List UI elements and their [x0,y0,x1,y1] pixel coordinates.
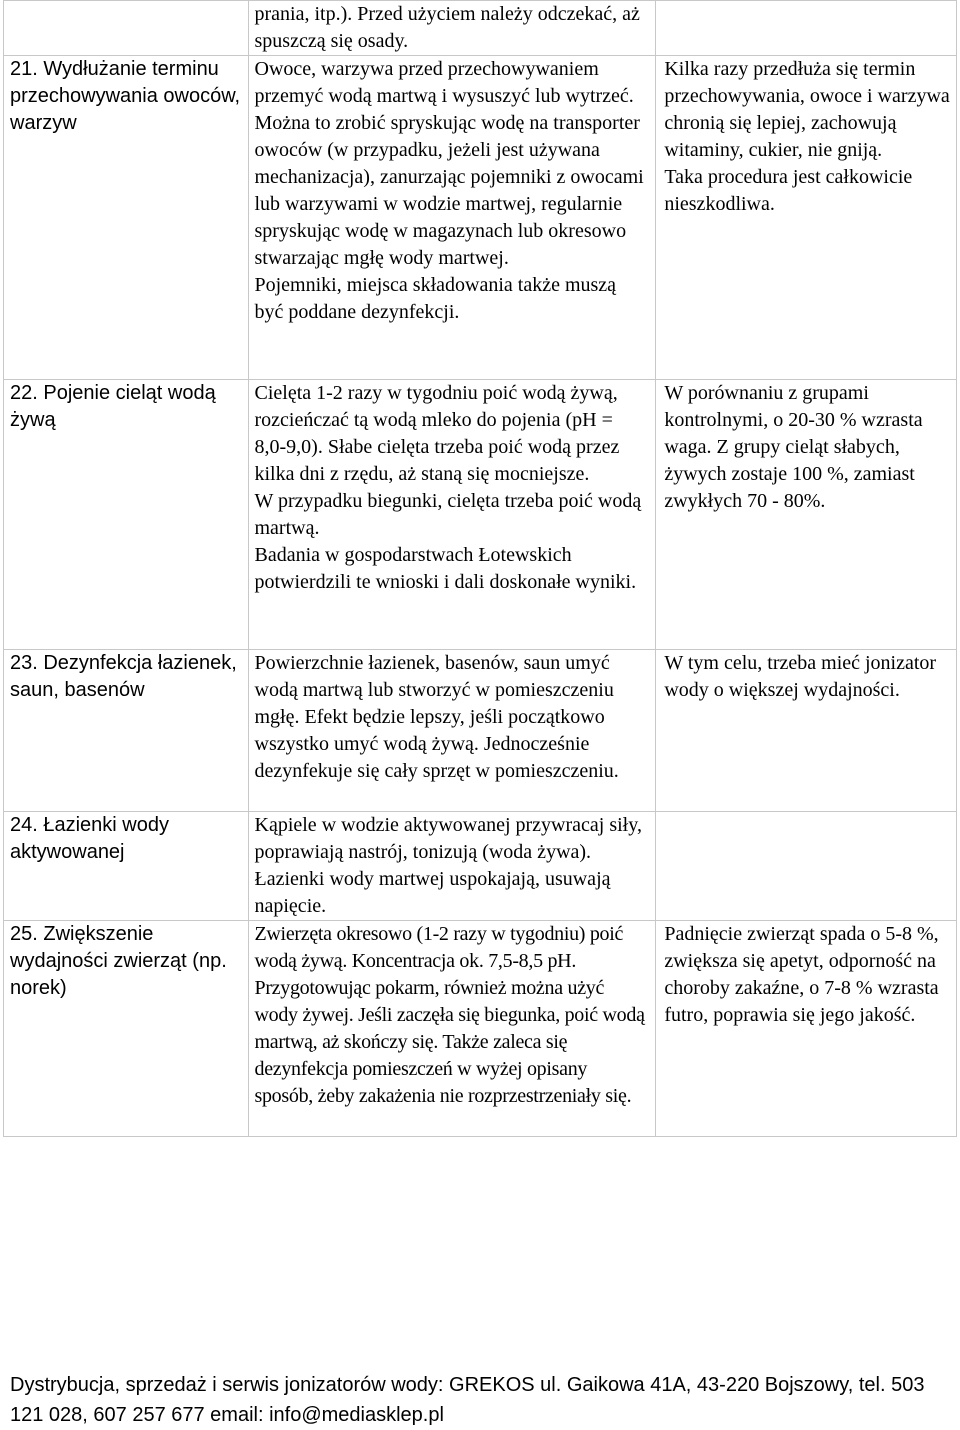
effect-paragraph: W porównaniu z grupami kontrolnymi, o 20-30 % wzrasta waga. Z grupy cieląt słabych, żywych zostaje 100 %, zamiast zwykłych 70 - 80%. [664,382,923,512]
table-row [4,380,957,650]
description-paragraph: Kąpiele w wodzie aktywowanej przywracaj siły, poprawiają nastrój, tonizują (woda żywa). Łazienki wody martwej uspokajają, usuwają napięcie. [254,814,642,917]
row-label [4,1,249,56]
description-paragraph: Owoce, warzywa przed przechowywaniem przemyć wodą martwą i wysuszyć lub wytrzeć. Można to zrobić spryskując wodę na transporter owoców (w przypadku, jeżeli jest używana mechanizacja), zanurzając pojemniki z owocami lub warzywami w wodzie martwej, regularnie spryskując wodę w magazynach lub okresowo stwarzając mgłę wody martwej. [254,58,644,269]
row-label: 22. Pojenie cieląt wodą żywą [4,380,249,650]
row-label: 21. Wydłużanie terminu przechowywania owoców, warzyw [4,56,249,380]
description-paragraph: Zwierzęta okresowo (1-2 razy w tygodniu) poić wodą żywą. Koncentracja ok. 7,5-8,5 pH. Przygotowując pokarm, również można użyć wody żywej. Jeśli zaczęła się biegunka, poić wodą martwą, aż skończy się. Także zaleca się dezynfekcja pomieszczeń w wyżej opisany sposób, żeby zakażenia nie rozprzestrzeniały się. [254,923,645,1107]
effect-paragraph: Kilka razy przedłuża się termin przechowywania, owoce i warzywa chronią się lepiej, zachowują witaminy, cukier, nie gniją. [664,58,950,161]
description-paragraph: Cielęta 1-2 razy w tygodniu poić wodą żywą, rozcieńczać tą wodą mleko do pojenia (pH = 8,0-9,0). Słabe cielęta trzeba poić wodą przez kilka dni z rzędu, aż staną się mocniejsze. [254,382,620,485]
effect-paragraph: Taka procedura jest całkowicie nieszkodliwa. [664,166,913,215]
description-paragraph: Pojemniki, miejsca składowania także muszą być poddane dezynfekcji. [254,274,617,323]
row-label: 24. Łazienki wody aktywowanej [4,812,249,921]
table-row [4,56,957,380]
effect-paragraph: W tym celu, trzeba mieć jonizator wody o większej wydajności. [664,652,937,701]
row-description [248,1,656,56]
description-paragraph: Powierzchnie łazienek, basenów, saun umyć wodą martwą lub stworzyć w pomieszczeniu mgłę. Efekt będzie lepszy, jeśli początkowo wszystko umyć wodą żywą. Jednocześnie dezynfekuje się cały sprzęt w pomieszczeniu. [254,652,619,782]
row-label: 25. Zwiększenie wydajności zwierząt (np. norek) [4,921,249,1137]
document-table [3,0,957,1137]
row-effect [656,921,957,1137]
row-description [248,380,656,650]
description-paragraph: W przypadku biegunki, cielęta trzeba poić wodą martwą. [254,490,642,539]
row-effect [656,56,957,380]
row-description [248,812,656,921]
table-row [4,650,957,812]
row-description [248,56,656,380]
footer-contact: Dystrybucja, sprzedaż i serwis jonizatorów wody: GREKOS ul. Gaikowa 41A, 43-220 Bojszowy, tel. 503 121 028, 607 257 677 email: info@mediasklep.pl [10,1374,925,1426]
table-row [4,812,957,921]
description-paragraph: Badania w gospodarstwach Łotewskich potwierdzili te wnioski i dali doskonałe wyniki. [254,544,637,593]
row-effect [656,812,957,921]
effect-paragraph: Padnięcie zwierząt spada o 5-8 %, zwiększa się apetyt, odporność na choroby zakaźne, o 7-8 % wzrasta futro, poprawia się jego jakość. [664,923,939,1026]
row-effect [656,650,957,812]
table-row [4,921,957,1137]
description-paragraph: prania, itp.). Przed użyciem należy odczekać, aż spuszczą się osady. [254,3,640,52]
row-effect [656,1,957,56]
row-effect [656,380,957,650]
row-description [248,921,656,1137]
table-row [4,1,957,56]
row-description [248,650,656,812]
row-label: 23. Dezynfekcja łazienek, saun, basenów [4,650,249,812]
